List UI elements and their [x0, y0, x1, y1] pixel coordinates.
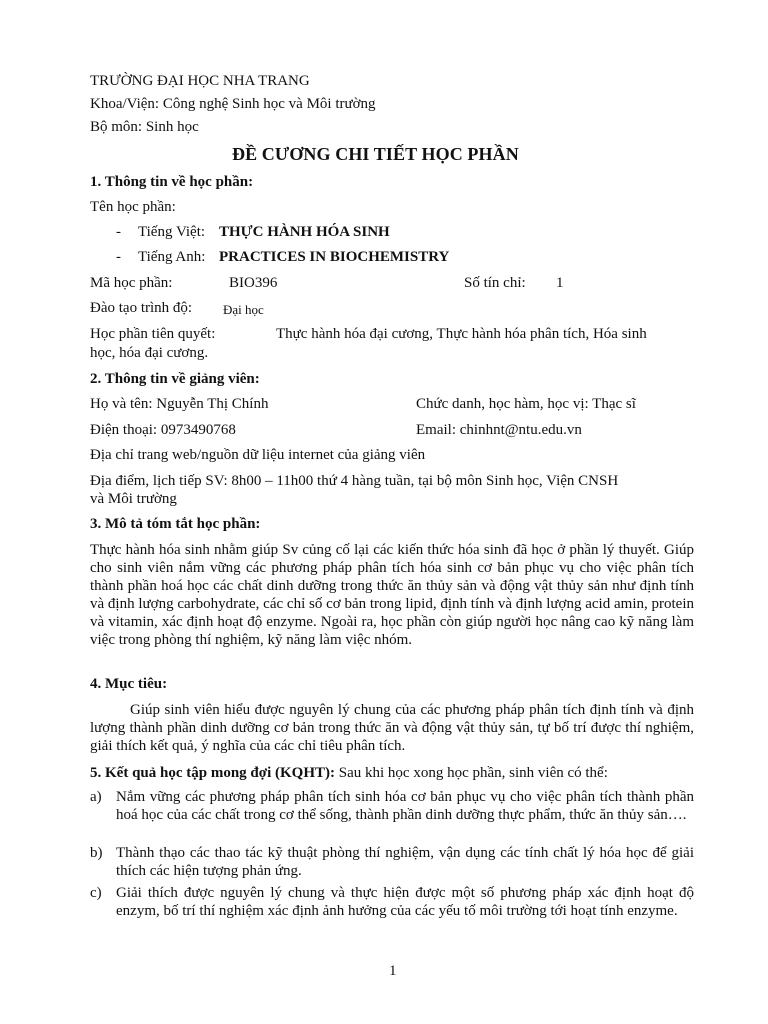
lecturer-title: Chức danh, học hàm, học vị: Thạc sĩ	[416, 396, 636, 412]
vietnamese-name-label: Tiếng Việt:	[138, 224, 206, 240]
section-5-heading-line	[90, 764, 608, 782]
section-4-heading: 4. Mục tiêu:	[90, 676, 168, 692]
section-2-heading: 2. Thông tin về giảng viên:	[90, 371, 260, 387]
outcome-a-marker: a)	[90, 789, 102, 805]
prerequisite-value-line-2: học, hóa đại cương.	[90, 345, 209, 361]
section-3-heading: 3. Mô tả tóm tắt học phần:	[90, 516, 261, 532]
english-name-label: Tiếng Anh:	[138, 249, 206, 265]
lecturer-schedule-line-1: Địa điểm, lịch tiếp SV: 8h00 – 11h00 thứ 4 hàng tuần, tại bộ môn Sinh học, Viện CNSH	[90, 473, 619, 489]
prerequisite-value-line-1: Thực hành hóa đại cương, Thực hành hóa phân tích, Hóa sinh	[276, 326, 647, 342]
outcome-b-marker: b)	[90, 845, 103, 861]
section-5-heading: 5. Kết quả học tập mong đợi (KQHT):	[90, 765, 335, 781]
training-level-label: Đào tạo trình độ:	[90, 300, 193, 316]
outcome-c-marker: c)	[90, 885, 102, 901]
lecturer-email: Email: chinhnt@ntu.edu.vn	[416, 422, 582, 438]
training-level-value: Đại học	[223, 302, 264, 317]
course-name-label: Tên học phần:	[90, 199, 176, 215]
prerequisite-label: Học phần tiên quyết:	[90, 326, 216, 342]
institute-name: Khoa/Viện: Công nghệ Sinh học và Môi trường	[90, 96, 376, 112]
outcome-b-text: Thành thạo các thao tác kỹ thuật phòng thí nghiệm, vận dụng các tính chất lý hóa học để giải thích các hiện tượng phản ứng.	[116, 845, 694, 879]
vietnamese-name-value: THỰC HÀNH HÓA SINH	[219, 224, 390, 240]
lecturer-phone: Điện thoại: 0973490768	[90, 422, 236, 438]
page-number: 1	[389, 963, 397, 979]
document-title: ĐỀ CƯƠNG CHI TIẾT HỌC PHẦN	[232, 144, 519, 164]
section-1-heading: 1. Thông tin về học phần:	[90, 174, 254, 190]
english-name-dash: -	[116, 249, 121, 265]
outcome-c-text: Giải thích được nguyên lý chung và thực hiện được một số phương pháp xác định hoạt độ enzym, bố trí thí nghiệm xác định ảnh hưởng của các yếu tố môi trường tới hoạt tính enzyme.	[116, 885, 694, 919]
course-code-value: BIO396	[229, 275, 278, 291]
section-5-intro: Sau khi học xong học phần, sinh viên có thể:	[338, 765, 608, 781]
lecturer-web: Địa chỉ trang web/nguồn dữ liệu internet của giảng viên	[90, 447, 426, 463]
course-code-label: Mã học phần:	[90, 275, 173, 291]
university-name: TRƯỜNG ĐẠI HỌC NHA TRANG	[90, 73, 310, 89]
lecturer-schedule-line-2: và Môi trường	[90, 491, 177, 507]
credits-label: Số tín chỉ:	[464, 275, 526, 291]
outcome-a-text: Nắm vững các phương pháp phân tích sinh hóa cơ bản phục vụ cho việc phân tích thành phần hoá học của các chất trong cơ thể sống, thành phần dinh dưỡng thực phẩm, thức ăn thủy sản….	[116, 789, 694, 823]
lecturer-name: Họ và tên: Nguyễn Thị Chính	[90, 396, 269, 412]
english-name-value: PRACTICES IN BIOCHEMISTRY	[219, 249, 450, 265]
credits-value: 1	[556, 275, 564, 291]
section-3-body: Thực hành hóa sinh nhằm giúp Sv củng cố lại các kiến thức hóa sinh đã học ở phần lý thuyết. Giúp cho sinh viên nắm vững các phương pháp phân tích hóa sinh cơ bản phục vụ cho việc phân tích thành phần hoá học các chất dinh dưỡng trong thức ăn thủy sản và động vật thủy sản như định tính và định lượng carbohydrate, các chỉ số cơ bản trong lipid, định tính và định lượng acid amin, protein và vitamin, xác định hoạt độ enzyme. Ngoài ra, học phần còn giúp người học nâng cao kỹ năng làm việc trong phòng thí nghiệm, kỹ năng làm việc nhóm.	[90, 542, 694, 648]
department-name: Bộ môn: Sinh học	[90, 119, 199, 135]
vietnamese-name-dash: -	[116, 224, 121, 240]
section-4-body: Giúp sinh viên hiểu được nguyên lý chung của các phương pháp phân tích định tính và định lượng thành phần dinh dưỡng cơ bản trong thức ăn và động vật thủy sản, tự bố trí được thí nghiệm, giải thích kết quả, ý nghĩa của các chỉ tiêu phân tích.	[90, 702, 694, 754]
